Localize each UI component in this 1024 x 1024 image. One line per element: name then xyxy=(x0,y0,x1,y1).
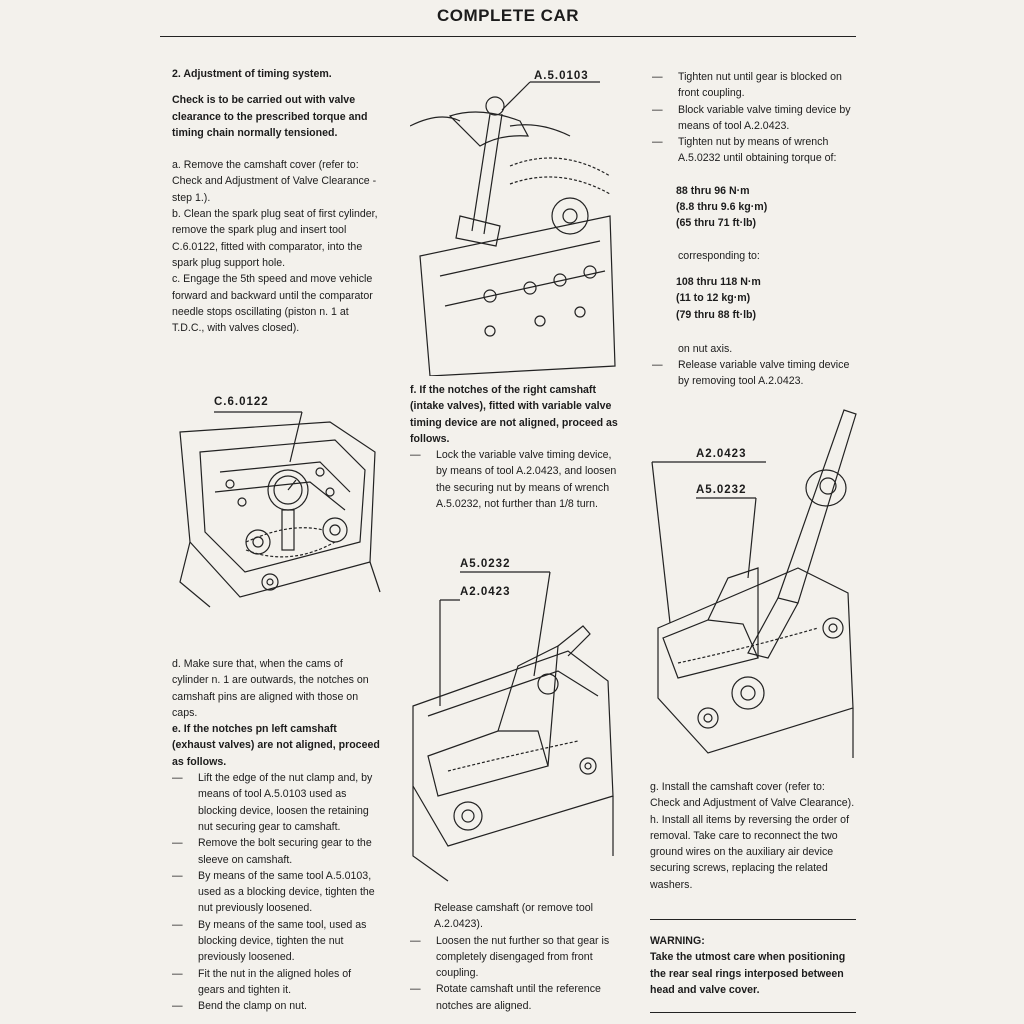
step-e-item: — By means of the same tool A.5.0103, used as a blocking device, tighten the nut previously loosened. xyxy=(172,868,380,917)
torque-value: (79 thru 88 ft·lb) xyxy=(676,308,757,321)
figure-label: A5.0232 xyxy=(696,484,747,496)
figure-label: A5.0232 xyxy=(460,558,511,570)
check-note: Check is to be carried out with valve clearance to the prescribed torque and timing chain normally tensioned. xyxy=(172,94,368,139)
step-e-item: — Remove the bolt securing gear to the sleeve on camshaft. xyxy=(172,835,380,868)
torque-value: 108 thru 118 N·m xyxy=(676,275,761,288)
torque-value: (8.8 thru 9.6 kg·m) xyxy=(676,201,768,214)
engine-illustration-3 xyxy=(408,556,620,886)
step-h: h. Install all items by reversing the order of removal. Take care to reconnect the two ground wires on the auxiliary air device securing screws, replacing the related washers. xyxy=(650,813,850,891)
column-left-lower xyxy=(172,656,380,1015)
step-e-item: — Bend the clamp on nut. xyxy=(172,998,380,1014)
figure-blocking-tool xyxy=(410,66,620,376)
tighten-item: — Tighten nut until gear is blocked on front coupling. xyxy=(652,69,858,102)
release-camshaft: Release camshaft (or remove tool A.2.0423). xyxy=(434,902,593,931)
figure-label: A2.0423 xyxy=(460,586,511,598)
engine-illustration-1 xyxy=(170,392,386,612)
column-middle xyxy=(410,382,618,512)
step-f-item: — Rotate camshaft until the reference notches are aligned. xyxy=(410,981,618,1014)
torque-value: (65 thru 71 ft·lb) xyxy=(676,217,757,230)
figure-label: C.6.0122 xyxy=(214,396,269,408)
torque-value: (11 to 12 kg·m) xyxy=(676,292,751,305)
torque-value: 88 thru 96 N·m xyxy=(676,184,750,197)
column-left xyxy=(172,66,380,336)
step-b: b. Clean the spark plug seat of first cylinder, remove the spark plug and insert tool C.6.0122, fitted with comparator, into the spark plug support hole. xyxy=(172,208,378,269)
header-rule xyxy=(160,36,856,37)
step-e-item: — Lift the edge of the nut clamp and, by means of tool A.5.0103 used as blocking device, loosen the retaining nut securing gear to camshaft. xyxy=(172,770,380,835)
column-right xyxy=(652,69,858,390)
section-heading: 2. Adjustment of timing system. xyxy=(172,68,332,80)
step-f-heading: f. If the notches of the right camshaft (intake valves), fitted with variable valve timing device are not aligned, proceed as follows. xyxy=(410,384,618,445)
step-a: a. Remove the camshaft cover (refer to: Check and Adjustment of Valve Clearance - step 1.). xyxy=(172,159,377,204)
column-right-lower xyxy=(650,779,856,893)
release-item: — Release variable valve timing device by removing tool A.2.0423. xyxy=(652,357,858,390)
step-e-heading: e. If the notches pn left camshaft (exhaust valves) are not aligned, proceed as follows. xyxy=(172,723,380,768)
tighten-item: — Tighten nut by means of wrench A.5.0232 until obtaining torque of: xyxy=(652,134,858,167)
step-e-item: — Fit the nut in the aligned holes of gears and tighten it. xyxy=(172,966,380,999)
page-title: COMPLETE CAR xyxy=(437,6,579,25)
figure-lock-device xyxy=(408,556,620,886)
step-c: c. Engage the 5th speed and move vehicle forward and backward until the comparator needle stops oscillating (piston n. 1 at T.D.C., with valves closed). xyxy=(172,273,373,335)
figure-label: A2.0423 xyxy=(696,448,747,460)
figure-comparator xyxy=(170,392,386,612)
tighten-item: — Block variable valve timing device by means of tool A.2.0423. xyxy=(652,102,858,135)
warning-rule-top xyxy=(650,919,856,920)
figure-label: A.5.0103 xyxy=(534,70,589,82)
step-d: d. Make sure that, when the cams of cylinder n. 1 are outwards, the notches on camshaft pins are aligned with those on caps. xyxy=(172,658,369,719)
figure-wrench xyxy=(648,408,860,778)
warning-text: Take the utmost care when positioning the rear seal rings interposed between head and valve cover. xyxy=(650,951,846,996)
engine-illustration-4 xyxy=(648,408,860,778)
engine-illustration-2 xyxy=(410,66,620,376)
column-middle-lower xyxy=(410,900,618,1014)
corresponding-text: corresponding to: xyxy=(678,249,760,262)
step-f-item: — Lock the variable valve timing device, by means of tool A.2.0423, and loosen the securing nut by means of wrench A.5.0232, not further than 1/8 turn. xyxy=(410,447,618,512)
warning-title: WARNING: xyxy=(650,935,705,947)
warning-rule-bottom xyxy=(650,1012,856,1013)
step-g: g. Install the camshaft cover (refer to: Check and Adjustment of Valve Clearance). xyxy=(650,781,855,810)
step-e-item: — By means of the same tool, used as blocking device, tighten the nut previously loosened. xyxy=(172,917,380,966)
step-f-item: — Loosen the nut further so that gear is completely disengaged from front coupling. xyxy=(410,933,618,982)
on-axis-text: on nut axis. xyxy=(678,342,733,355)
warning-box xyxy=(650,933,856,998)
